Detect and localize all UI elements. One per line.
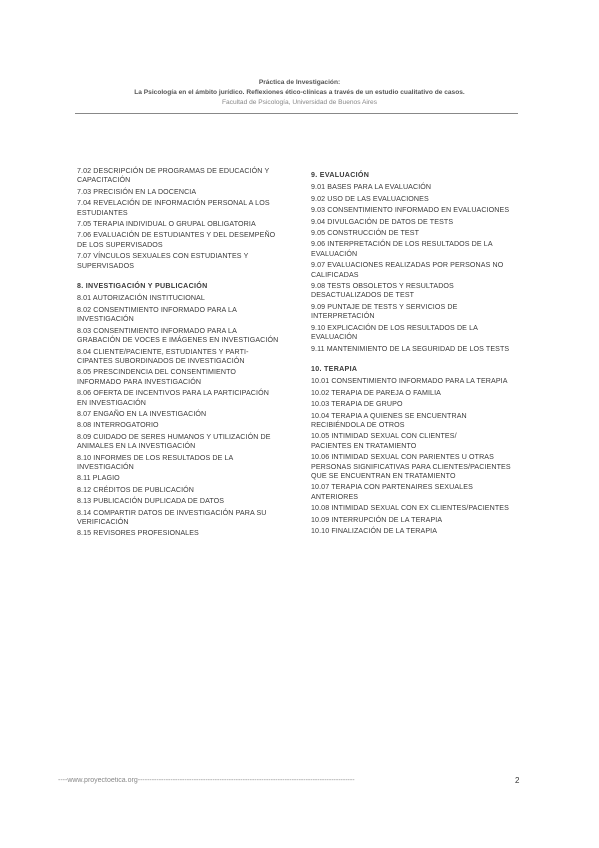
list-item: 7.02 DESCRIPCIÓN DE PROGRAMAS DE EDUCACIÓN Y CAPACITACIÓN [77, 167, 270, 185]
list-item: 10.04 TERAPIA A QUIENES SE ENCUENTRAN RECIBIÉNDOLA DE OTROS [311, 411, 467, 429]
list-item: 8.08 INTERROGATORIO [77, 421, 159, 430]
section-heading-10: 10. TERAPIA [311, 364, 358, 373]
list-item: 8.14 COMPARTIR DATOS DE INVESTIGACIÓN PARA SU VERIFICACIÓN [77, 508, 267, 526]
list-item: 10.07 TERAPIA CON PARTENAIRES SEXUALES ANTERIORES [311, 483, 473, 501]
list-item: 8.09 CUIDADO DE SERES HUMANOS Y UTILIZACIÓN DE ANIMALES EN LA INVESTIGACIÓN [77, 432, 271, 451]
section-heading-9: 9. EVALUACIÓN [311, 171, 370, 179]
list-item: 10.01 CONSENTIMIENTO INFORMADO PARA LA TERAPIA [311, 377, 508, 386]
list-item: 10.06 INTIMIDAD SEXUAL CON PARIENTES U OTRAS PERSONAS SIGNIFICATIVAS PARA CLIENTES/PACIENTES QUE SE ENCUENTRAN EN TRATAMIENTO [311, 453, 511, 480]
list-item: 8.07 ENGAÑO EN LA INVESTIGACIÓN [77, 409, 207, 418]
list-item: 8.05 PRESCINDENCIA DEL CONSENTIMIENTO INFORMADO PARA INVESTIGACIÓN [77, 368, 237, 386]
list-item: 9.08 TESTS OBSOLETOS Y RESULTADOS DESACTUALIZADOS DE TEST [311, 282, 454, 300]
header-title: Práctica de Investigación: [258, 79, 341, 86]
list-item: 10.05 INTIMIDAD SEXUAL CON CLIENTES/ PACIENTES EN TRATAMIENTO [311, 432, 457, 450]
list-item: 9.04 DIVULGACIÓN DE DATOS DE TESTS [311, 217, 454, 226]
list-item: 8.12 CRÉDITOS DE PUBLICACIÓN [77, 485, 194, 494]
page-number: 2 [515, 776, 520, 785]
list-item: 9.11 MANTENIMIENTO DE LA SEGURIDAD DE LOS TESTS [311, 344, 510, 353]
list-item: 8.13 PUBLICACIÓN DUPLICADA DE DATOS [77, 497, 225, 506]
list-item: 9.07 EVALUACIONES REALIZADAS POR PERSONAS NO CALIFICADAS [311, 261, 504, 279]
list-item: 7.07 VÍNCULOS SEXUALES CON ESTUDIANTES Y SUPERVISADOS [77, 252, 249, 270]
list-item: 10.08 INTIMIDAD SEXUAL CON EX CLIENTES/PACIENTES [311, 504, 509, 513]
header-subtitle: La Psicología en el ámbito jurídico. Reflexiones ético-clínicas a través de un estudio cualitativo de casos. [134, 89, 465, 96]
list-item: 10.02 TERAPIA DE PAREJA O FAMILIA [311, 388, 441, 397]
list-item: 10.03 TERAPIA DE GRUPO [311, 400, 403, 409]
list-item: 8.06 OFERTA DE INCENTIVOS PARA LA PARTICIPACIÓN EN INVESTIGACIÓN [77, 389, 269, 407]
section-heading-8: 8. INVESTIGACIÓN Y PUBLICACIÓN [77, 282, 208, 291]
list-item: 8.15 REVISORES PROFESIONALES [77, 529, 199, 538]
list-item: 7.06 EVALUACIÓN DE ESTUDIANTES Y DEL DESEMPEÑO DE LOS SUPERVISADOS [77, 231, 276, 249]
list-item: 8.03 CONSENTIMIENTO INFORMADO PARA LA GRABACIÓN DE VOCES E IMÁGENES EN INVESTIGACIÓN [77, 326, 279, 345]
list-item: 9.06 INTERPRETACIÓN DE LOS RESULTADOS DE LA EVALUACIÓN [311, 240, 493, 258]
list-item: 8.10 INFORMES DE LOS RESULTADOS DE LA INVESTIGACIÓN [77, 453, 234, 471]
list-item: 9.01 BASES PARA LA EVALUACIÓN [311, 183, 432, 192]
header-divider [75, 113, 518, 114]
list-item: 9.03 CONSENTIMIENTO INFORMADO EN EVALUACIONES [311, 206, 510, 215]
footer-website: ----www.proyectoetica.org--------------------------------------------------------------------------------------------- [58, 777, 355, 784]
list-item: 7.05 TERAPIA INDIVIDUAL O GRUPAL OBLIGATORIA [77, 220, 256, 229]
page-footer [58, 777, 538, 784]
header-institution: Facultad de Psicología, Universidad de Buenos Aires [221, 99, 378, 106]
list-item: 8.02 CONSENTIMIENTO INFORMADO PARA LA INVESTIGACIÓN [77, 305, 237, 324]
page-header [0, 78, 599, 108]
list-item: 7.04 REVELACIÓN DE INFORMACIÓN PERSONAL A LOS ESTUDIANTES [77, 199, 270, 217]
list-item: 10.10 FINALIZACIÓN DE LA TERAPIA [311, 527, 438, 535]
right-column [311, 167, 523, 538]
list-item: 8.11 PLAGIO [77, 474, 120, 483]
list-item: 9.05 CONSTRUCCIÓN DE TEST [311, 229, 420, 238]
left-column [77, 167, 287, 541]
list-item: 8.01 AUTORIZACIÓN INSTITUCIONAL [77, 294, 205, 303]
list-item: 9.02 USO DE LAS EVALUACIONES [311, 194, 429, 203]
list-item: 8.04 CLIENTE/PACIENTE, ESTUDIANTES Y PARTI- CIPANTES SUBORDINADOS DE INVESTIGACIÓN [77, 347, 249, 365]
list-item: 9.10 EXPLICACIÓN DE LOS RESULTADOS DE LA EVALUACIÓN [311, 323, 478, 342]
list-item: 9.09 PUNTAJE DE TESTS Y SERVICIOS DE INTERPRETACIÓN [311, 302, 458, 321]
list-item: 7.03 PRECISIÓN EN LA DOCENCIA [77, 187, 197, 196]
list-item: 10.09 INTERRUPCIÓN DE LA TERAPIA [311, 515, 443, 524]
